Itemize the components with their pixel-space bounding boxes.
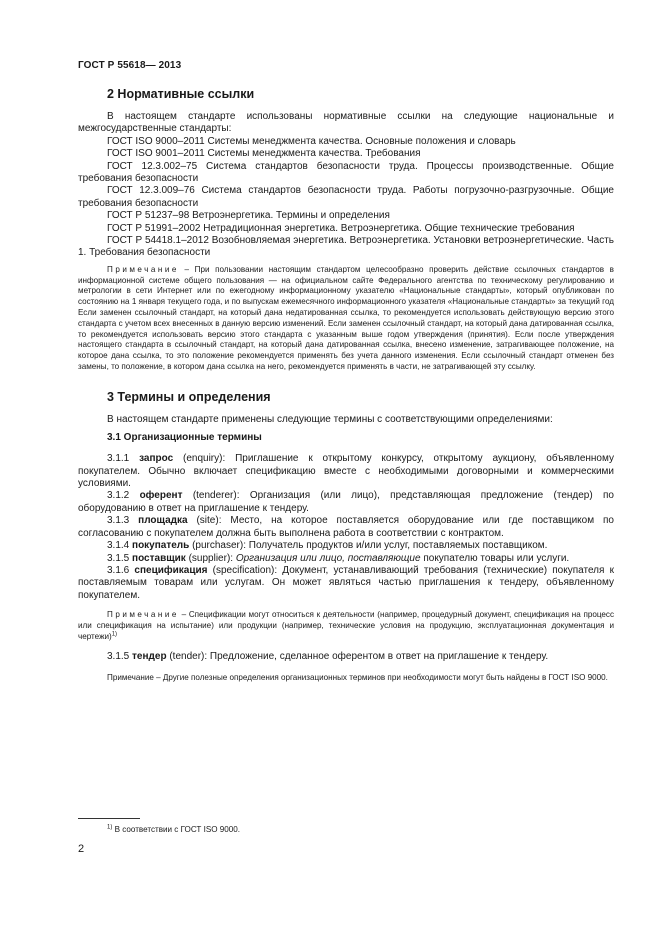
section-terms-definitions: [78, 389, 614, 684]
page-content: [78, 86, 614, 684]
terms-note-2: Примечание – Другие полезные определения организационных терминов при необходимости могут быть найдены в ГОСТ ISO 9000.: [107, 672, 608, 682]
term-definition: 3.1.3 площадка (site): Место, на которое поставляется оборудование или где поставщиком по согласованию с покупателем должна быть выполнена работа в соответствии с контрактом.: [78, 515, 614, 539]
term-name: поставщик: [132, 552, 186, 564]
section-2-intro: В настоящем стандарте использованы нормативные ссылки на следующие национальные и межгосударственные стандарты:: [78, 111, 614, 135]
footnote-text: В соответствии с ГОСТ ISO 9000.: [112, 825, 241, 834]
standard-code-header: ГОСТ Р 55618— 2013: [78, 60, 182, 71]
reference-item: ГОСТ ISO 9001–2011 Системы менеджмента качества. Требования: [107, 148, 421, 160]
term-name: покупатель: [132, 540, 190, 552]
footnote: [107, 825, 240, 835]
section-2-note: [78, 265, 614, 373]
section-3-title: 3 Термины и определения: [107, 389, 271, 404]
term-definition: 3.1.4 покупатель (purchaser): Получатель продуктов и/или услуг, поставляемых поставщиком.: [107, 540, 548, 552]
note-text: – Спецификации могут относиться к деятельности (например, процедурный документ, спецификация на процесс или спецификация на испытание) или продукции (например, технические условия на продукцию, эксплуатационная документация и чертежи): [78, 610, 614, 641]
subsection-3-1-title: 3.1 Организационные термины: [107, 432, 262, 444]
terms-note-1: [78, 610, 614, 642]
section-3-intro: В настоящем стандарте применены следующие термины с соответствующими определениями:: [107, 413, 553, 425]
page-number: 2: [78, 843, 85, 855]
term-definition: 3.1.5 тендер (tender): Предложение, сделанное оферентом в ответ на приглашение к тендеру.: [107, 650, 549, 662]
reference-item: ГОСТ 12.3.002–75 Система стандартов безопасности труда. Процессы производственные. Общие требования безопасности: [78, 160, 614, 185]
term-name: запрос: [139, 453, 174, 465]
section-normative-references: [78, 86, 614, 373]
footnote-mark: 1): [107, 824, 113, 831]
term-name: площадка: [138, 515, 188, 527]
term-name: оферент: [139, 490, 183, 502]
reference-item: ГОСТ Р 51991–2002 Нетрадиционная энергетика. Ветроэнергетика. Общие технические требования: [107, 222, 575, 234]
term-definition: 3.1.2 оферент (tenderer): Организация (или лицо), представляющая предложение (тендер) по оборудованию в ответ на приглашение к тендеру.: [78, 490, 614, 514]
note-label: Примечание: [107, 610, 179, 620]
section-2-title: 2 Нормативные ссылки: [107, 87, 255, 101]
footnote-divider: [78, 818, 140, 819]
term-definition: 3.1.6 спецификация (specification): Документ, устанавливающий требования (технические) покупателя к поставляемым товарам или услугам. Он может являться частью приглашения к тендеру, объявленному покупателем.: [78, 564, 614, 601]
reference-item: ГОСТ Р 51237–98 Ветроэнергетика. Термины и определения: [107, 210, 390, 222]
term-definition: 3.1.1 запрос (enquiry): Приглашение к открытому конкурсу, открытому аукциону, объявленному покупателем. Обычно включает спецификацию вместе с необходимыми договорными и коммерческими условиями.: [78, 453, 614, 490]
term-name: тендер: [132, 650, 167, 662]
reference-item: ГОСТ Р 54418.1–2012 Возобновляемая энергетика. Ветроэнергетика. Установки ветроэнергетические. Часть 1. Требования безопасности: [78, 235, 614, 259]
term-name: спецификация: [134, 564, 208, 576]
note-label: Примечание: [107, 264, 179, 274]
footnote-ref[interactable]: 1): [111, 631, 118, 638]
reference-item: ГОСТ ISO 9000–2011 Системы менеджмента качества. Основные положения и словарь: [107, 135, 516, 147]
note-text: – При пользовании настоящим стандартом целесообразно проверить действие ссылочных стандартов в информационной системе общего пользования — на официальном сайте Федерального агентства по техническому регулированию и метрологии в сети Интернет или по ежегодному информационному указателю «Национальные стандарты», который опубликован по состоянию на 1 января текущего года, и по выпускам ежемесячного информационного указателя «Национальные стандарты» за текущий год Если заменен ссылочный стандарт, на который дана недатированная ссылка, то рекомендуется использовать действующую версию этого стандарта с учетом всех внесенных в данную версию изменений. Если заменен ссылочный стандарт, на который дана датированная ссылка, то рекомендуется использовать версию этого стандарта с указанным выше годом утверждения (принятия). Если после утверждения настоящего стандарта в ссылочный стандарт, на который дана датированная ссылка, внесено изменение, затрагивающее положение, на которое дана ссылка, то это положение рекомендуется применять без учета данного изменения. Если ссылочный стандарт отменен без замены, то положение, в котором дана ссылка на него, рекомендуется применять в части, не затрагивающей эту ссылку.: [78, 264, 614, 372]
reference-item: ГОСТ 12.3.009–76 Система стандартов безопасности труда. Работы погрузочно-разгрузочные. Общие требования безопасности: [78, 185, 614, 209]
term-definition: 3.1.5 поставщик (supplier): Организация или лицо, поставляющие покупателю товары или услуги.: [107, 552, 570, 564]
